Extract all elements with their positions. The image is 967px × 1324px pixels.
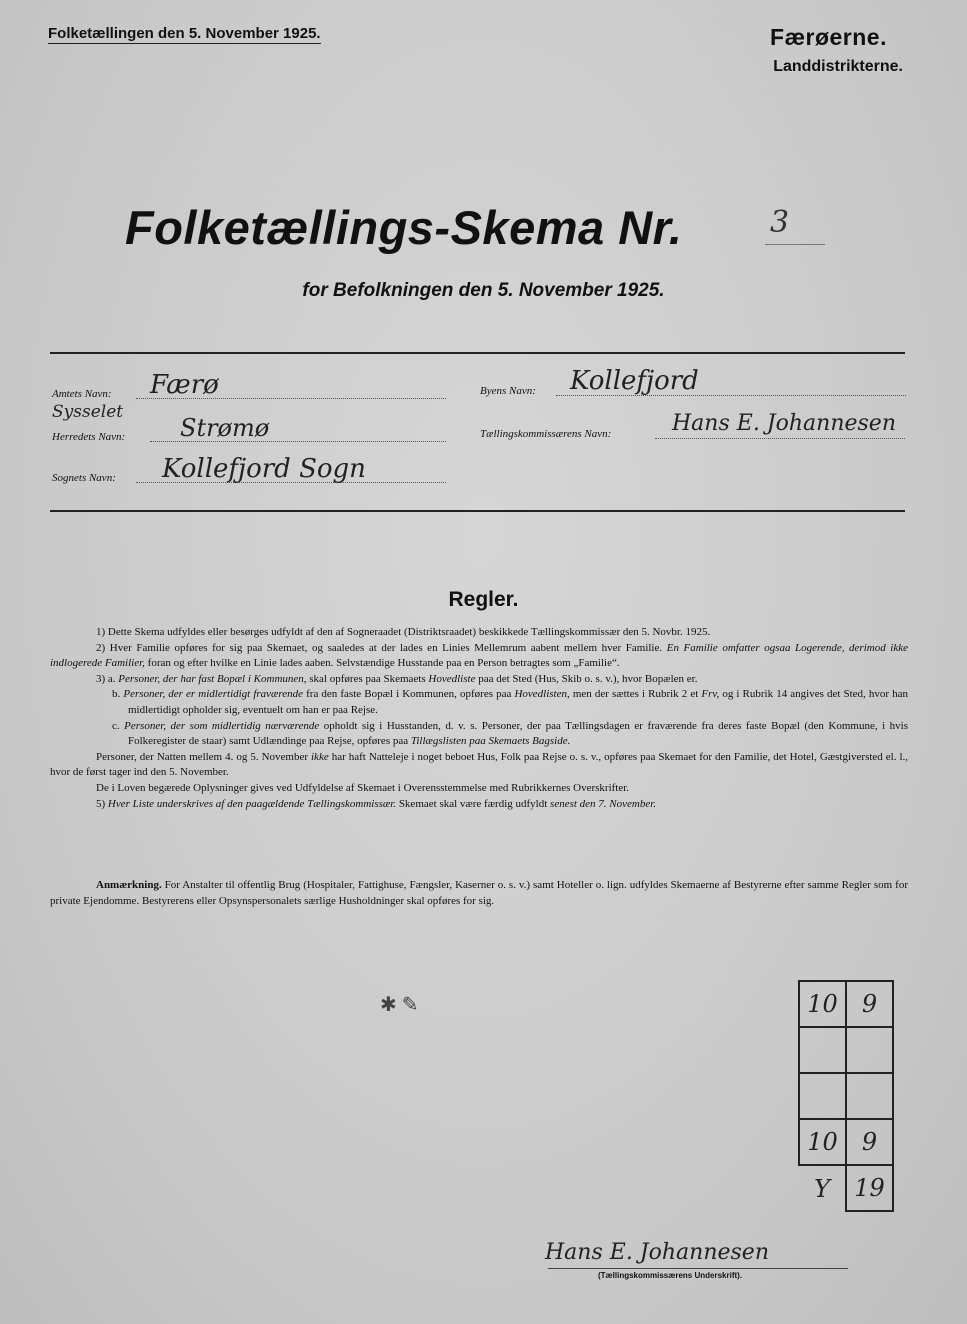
amt-value: Færø: [150, 370, 219, 400]
tally-cell: [846, 1073, 893, 1119]
rule-3b: b. Personer, der er midlertidigt fraværende fra den faste Bopæl i Kommunen, opføres paa Hovedlisten, men der sættes i Rubrik 2 et Frv, og i Rubrik 14 angives det Sted, hvor han midlertidigt opholder sig, eventuelt om han er paa Rejse.: [112, 688, 909, 716]
top-divider: [50, 352, 905, 354]
kommissaer-label: Tællingskommissærens Navn:: [480, 428, 612, 440]
by-value: Kollefjord: [570, 366, 699, 396]
form-number-line: [765, 244, 825, 245]
tally-cell: 9: [846, 1119, 893, 1165]
tally-total-right: 19: [846, 1165, 893, 1211]
census-date-label: Folketællingen den 5. November 1925.: [48, 25, 321, 42]
rule-4: Personer, der Natten mellem 4. og 5. November ikke har haft Natteleje i noget beboet Hus, Folk paa Rejse o. s. v., opføres paa Skemaet for den Familie, det Hotel, Gæstgiversted el. l., hvor de først tager ind den 5. November.: [50, 750, 909, 779]
form-title: Folketællings-Skema Nr.: [125, 201, 683, 254]
signature: Hans E. Johannesen: [545, 1240, 769, 1265]
tally-row: [799, 1027, 893, 1073]
note-section: [50, 878, 908, 909]
form-subtitle: for Befolkningen den 5. November 1925.: [302, 280, 665, 301]
tally-cell: 10: [799, 1119, 846, 1165]
by-label: Byens Navn:: [480, 385, 536, 397]
rule-1: 1) Dette Skema udfyldes eller besørges udfyldt af den af Sogneraadet (Distriktsraadet) beskikkede Tællingskommissær den 5. Novbr. 1925.: [96, 626, 711, 638]
rule-3a: 3) a. Personer, der har fast Bopæl i Kommunen, skal opføres paa Skemaets Hovedliste paa det Sted (Hus, Skib o. s. v.), hvor Bopælen er.: [96, 672, 698, 685]
tally-cell: [799, 1073, 846, 1119]
rules-heading: Regler.: [448, 588, 519, 611]
region-label: Færøerne.: [770, 24, 887, 50]
tally-row: [799, 981, 893, 1027]
tally-cell: 10: [799, 981, 846, 1027]
tally-table: [798, 980, 894, 1212]
tally-cell: 9: [846, 981, 893, 1027]
herred-value: Strømø: [180, 414, 270, 442]
sogn-value: Kollefjord Sogn: [162, 454, 366, 484]
tally-total-left: Y: [814, 1174, 830, 1203]
note-label: Anmærkning.: [96, 879, 162, 891]
tally-total-row: [799, 1165, 893, 1211]
kommissaer-value: Hans E. Johannesen: [672, 411, 896, 436]
form-number-handwritten: 3: [770, 205, 790, 240]
note-text: For Anstalter til offentlig Brug (Hospitaler, Fattighuse, Fængsler, Kaserner o. s. v.) samt Hoteller o. lign. udfyldes Skemaerne af Bestyrerne efter samme Regler som for private Ejendomme. Bestyrerens eller Opsynspersonalets særlige Husholdninger skal opføres for sig.: [50, 879, 909, 907]
bottom-divider: [50, 510, 905, 512]
herred-label: Herredets Navn:: [52, 431, 126, 443]
kommissaer-line: [655, 438, 905, 439]
tally-cell: [799, 1027, 846, 1073]
rule-5: De i Loven begærede Oplysninger gives ved Udfyldelse af Skemaet i Overensstemmelse med Rubrikkernes Overskrifter.: [96, 781, 630, 794]
tally-row: [799, 1119, 893, 1165]
tally-cell: [846, 1027, 893, 1073]
rule-6: 5) Hver Liste underskrives af den paagældende Tællingskommissær. Skemaet skal være færdig udfyldt senest den 7. November.: [96, 797, 657, 810]
tally-row: [799, 1073, 893, 1119]
amt-label: Amtets Navn:: [52, 388, 112, 400]
district-label: Landdistrikterne.: [773, 58, 903, 75]
rule-2: 2) Hver Familie opføres for sig paa Skemaet, og saaledes at der lades en Linies Mellemrum aabent mellem hver Familie. En Familie omfatter ogsaa Logerende, derimod ikke indlogerede Familier, foran og efter hvilke en Linie lades aaben. Selvstændige Husstande paa en Person betragtes som „Familie“.: [50, 641, 908, 670]
sysselt-handwritten: Sysselet: [52, 402, 124, 422]
sogn-label: Sognets Navn:: [52, 472, 116, 484]
signature-caption: (Tællingskommissærens Underskrift).: [598, 1271, 743, 1280]
signature-line: [548, 1268, 848, 1269]
rule-3c: c. Personer, der som midlertidig nærværende opholdt sig i Husstanden, d. v. s. Personer, der paa Tællingsdagen er fraværende fra deres faste Bopæl (den Kommune, i hvis Folkeregister de staar) samt Udlændinge paa Rejse, opføres paa Tillægslisten paa Skemaets Bagside.: [112, 719, 909, 748]
ink-smudge-icon: ✱ ✎: [380, 994, 419, 1016]
rules-text: [50, 625, 908, 812]
